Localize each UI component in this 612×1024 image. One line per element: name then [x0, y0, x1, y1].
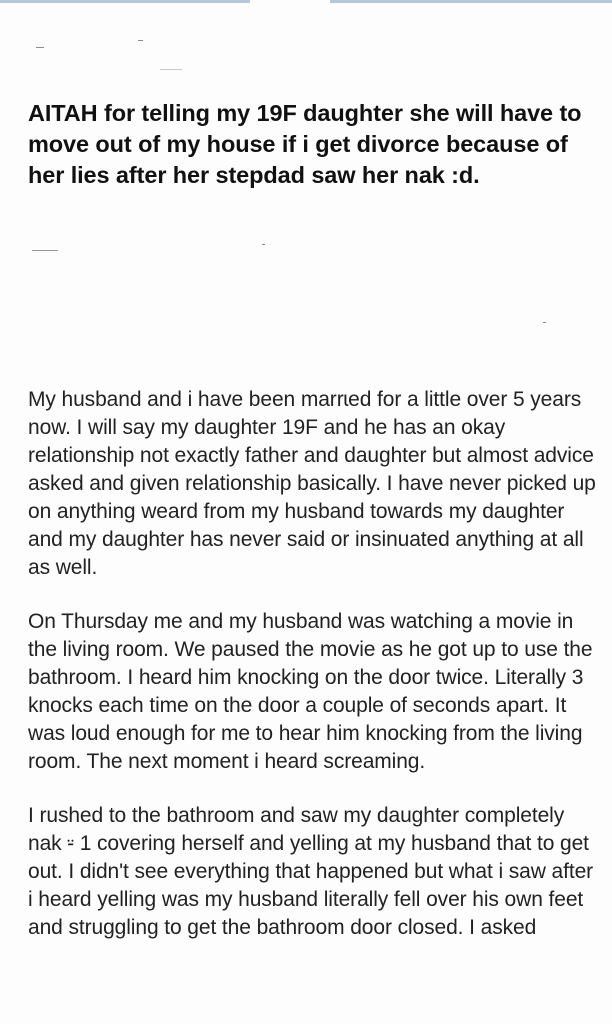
artifact-speck [160, 69, 182, 70]
artifact-speck [138, 40, 143, 41]
top-divider [0, 0, 612, 3]
artifact-speck [32, 250, 58, 251]
artifact-speck [36, 47, 44, 48]
post-paragraph-2: On Thursday me and my husband was watching a movie in the living room. We paused the movie as he got up to use the bathroom. I heard him knocking on the door twice. Literally 3 knocks each time on the door a couple of seconds apart. It was loud enough for me to hear him knocking from the living room. The next moment i heard screaming. [28, 610, 593, 773]
post-paragraph-3: I rushed to the bathroom and saw my daughter completely nak ⸚ 1 covering herself and yelling at my husband that to get out. I didn't see everything that happened but what i saw after i heard yelling was my husband literally fell over his own feet and struggling to get the bathroom door closed. I asked [28, 804, 594, 939]
artifact-speck [543, 322, 546, 323]
post-paragraph-1: My husband and i have been marrɩed for a little over 5 years now. I will say my daughter 19F and he has an okay relationship not exactly father and daughter but almost advice asked and given relationship basically. I have never picked up on anything weard from my husband towards my daughter and my daughter has never said or insinuated anything at all as well. [28, 388, 596, 579]
post-body [28, 386, 602, 968]
post-title: AITAH for telling my 19F daughter she will have to move out of my house if i get divorce because of her lies after her stepdad saw her nak :d. [28, 100, 582, 188]
top-divider-left [0, 0, 250, 3]
top-divider-right [330, 0, 612, 3]
artifact-speck [262, 244, 265, 245]
